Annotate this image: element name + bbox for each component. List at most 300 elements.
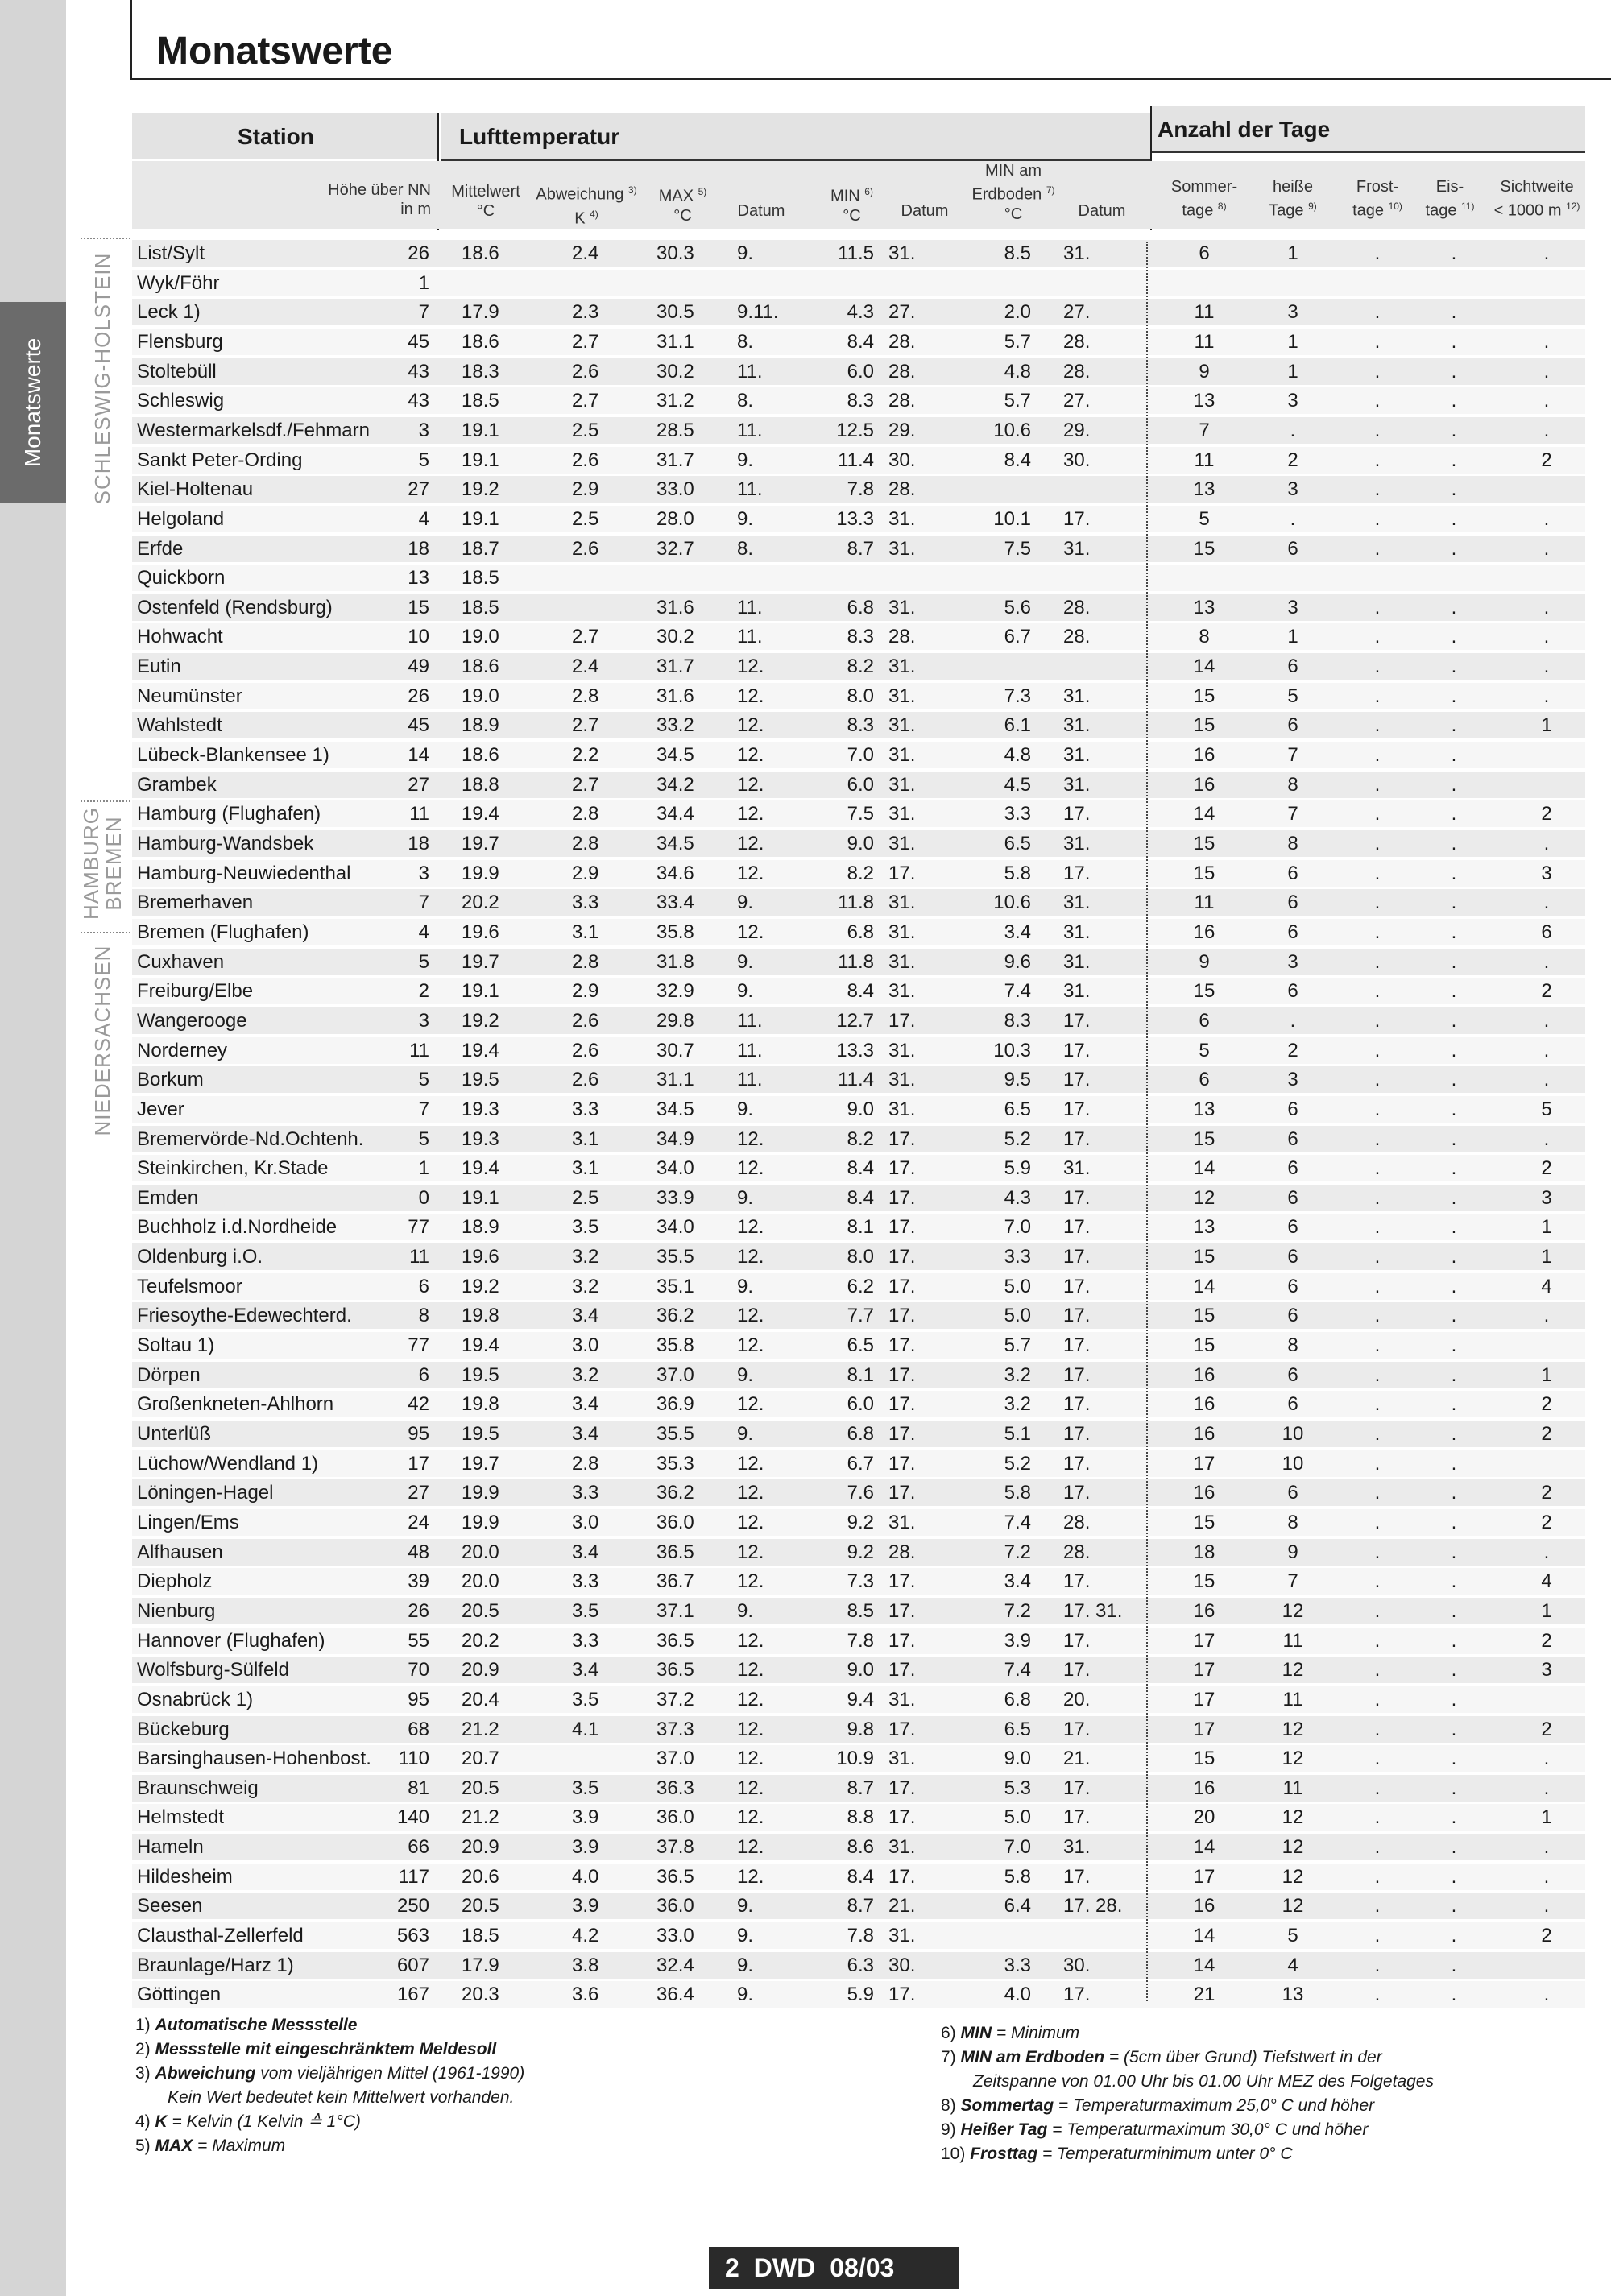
cell-eistage: .: [1451, 1186, 1457, 1209]
cell-frosttage: .: [1374, 1334, 1381, 1357]
cell-max: 30.3: [656, 242, 694, 264]
cell-min-erdboden: 5.0: [1004, 1806, 1031, 1829]
cell-mittelwert: 19.9: [462, 862, 499, 884]
cell-abweichung: 2.7: [572, 626, 599, 648]
col-header-heisse-tage: [1249, 177, 1337, 221]
cell-abweichung: [572, 565, 620, 591]
cell-mittelwert: 20.2: [462, 1629, 499, 1652]
cell-mittelwert: 21.2: [462, 1806, 499, 1829]
cell-min-erdboden: 6.5: [1004, 1098, 1031, 1120]
cell-erdboden-datum: 17.: [1063, 1570, 1091, 1593]
cell-min-erdboden: [987, 270, 1031, 296]
cell-max-datum: 12.: [737, 1836, 764, 1859]
cell-min-erdboden: 5.0: [1004, 1305, 1031, 1327]
footnote-text: = Temperaturmaximum 30,0° C und höher: [1047, 2120, 1369, 2139]
cell-min-datum: 17.: [888, 1570, 916, 1593]
cell-sommertage: 12: [1193, 1186, 1215, 1209]
cell-eistage: .: [1451, 980, 1457, 1003]
cell-heisse-tage: 12: [1282, 1718, 1304, 1740]
cell-hoehe: 11: [409, 803, 429, 825]
cell-sichtweite: 2: [1541, 1925, 1552, 1947]
cell-eistage: .: [1451, 714, 1457, 737]
cell-min-datum: 27.: [888, 301, 916, 324]
cell-abweichung: 2.8: [572, 1452, 599, 1475]
cell-station: Cuxhaven: [137, 950, 225, 973]
cell-min-datum: 17.: [888, 1659, 916, 1682]
cell-heisse-tage: 6: [1287, 1363, 1298, 1386]
cell-abweichung: 3.3: [572, 892, 599, 914]
cell-sommertage: 18: [1193, 1541, 1215, 1563]
cell-mittelwert: 19.1: [462, 507, 499, 530]
cell-sichtweite: .: [1543, 1865, 1550, 1888]
cell-hoehe: 26: [408, 242, 429, 264]
col-header-sichtweite: [1489, 177, 1585, 221]
cell-min: 8.2: [847, 1127, 874, 1150]
cell-min-erdboden: 10.6: [993, 419, 1031, 441]
cell-frosttage: .: [1374, 685, 1381, 707]
cell-min-datum: 28.: [888, 390, 916, 412]
col-header-heisse-line1: heiße: [1272, 178, 1314, 196]
cell-hoehe: 77: [408, 1334, 429, 1357]
cell-max: 35.1: [656, 1275, 694, 1297]
col-header-eis-line1: Eis-: [1435, 178, 1464, 196]
cell-heisse-tage: 6: [1287, 1127, 1298, 1150]
cell-mittelwert: 21.2: [462, 1718, 499, 1740]
cell-max: 34.2: [656, 773, 694, 796]
cell-sichtweite: .: [1543, 656, 1550, 678]
cell-abweichung: 3.5: [572, 1777, 599, 1799]
cell-abweichung: 4.0: [572, 1865, 599, 1888]
cell-sichtweite: .: [1543, 360, 1550, 383]
footnote-number: 3): [135, 2064, 151, 2083]
cell-max: 29.8: [656, 1009, 694, 1032]
cell-heisse-tage: 11: [1282, 1629, 1303, 1652]
cell-hoehe: 14: [408, 744, 429, 767]
cell-heisse-tage: [1269, 565, 1317, 591]
cell-station: Diepholz: [137, 1570, 213, 1593]
cell-min-datum: 17.: [888, 1393, 916, 1416]
cell-station: Braunschweig: [137, 1777, 259, 1799]
cell-min-datum: 17.: [888, 1305, 916, 1327]
cell-min: 8.5: [847, 1599, 874, 1622]
cell-max: 31.1: [656, 1069, 694, 1091]
footnote-number: 8): [941, 2096, 956, 2115]
cell-abweichung: 2.8: [572, 803, 599, 825]
cell-heisse-tage: 1: [1287, 242, 1298, 264]
cell-abweichung: 2.7: [572, 714, 599, 737]
cell-min-erdboden: 7.4: [1004, 1511, 1031, 1533]
cell-mittelwert: 17.9: [462, 1954, 499, 1976]
cell-heisse-tage: 2: [1287, 449, 1298, 471]
cell-max: 37.1: [656, 1599, 694, 1622]
cell-min: 12.5: [836, 419, 874, 441]
cell-heisse-tage: 7: [1287, 744, 1298, 767]
cell-hoehe: 45: [408, 330, 429, 353]
footnote-term: MAX: [155, 2137, 193, 2155]
cell-sommertage: 5: [1199, 507, 1210, 530]
cell-max-datum: 9.: [737, 1098, 754, 1120]
cell-frosttage: .: [1374, 1659, 1381, 1682]
cell-frosttage: .: [1374, 773, 1381, 796]
cell-heisse-tage: .: [1290, 419, 1296, 441]
cell-abweichung: 3.5: [572, 1216, 599, 1239]
cell-mittelwert: 19.4: [462, 1334, 499, 1357]
sidebar-label: Monatswerte: [20, 337, 45, 468]
cell-max-datum: 11.: [737, 360, 763, 383]
cell-max-datum: 11.: [737, 1069, 763, 1091]
cell-mittelwert: 19.0: [462, 626, 499, 648]
region-label-hamburg-bremen: [80, 807, 125, 920]
cell-frosttage: .: [1374, 833, 1381, 854]
cell-sichtweite: 2: [1541, 1393, 1552, 1416]
footnote-text: = Maximum: [193, 2137, 286, 2155]
cell-frosttage: .: [1374, 862, 1381, 884]
column-divider-dotted: [1146, 242, 1148, 2001]
footnote-number: 6): [941, 2024, 956, 2042]
cell-min: 8.4: [847, 1157, 874, 1180]
cell-erdboden-datum: 31.: [1063, 773, 1091, 796]
cell-erdboden-datum: 31.: [1063, 833, 1091, 854]
cell-max: 31.6: [656, 685, 694, 707]
cell-station: Hohwacht: [137, 626, 223, 648]
cell-max-datum: 12.: [737, 1570, 764, 1593]
cell-sommertage: 16: [1193, 1599, 1215, 1622]
cell-erdboden-datum: 17.: [1063, 1009, 1091, 1032]
cell-hoehe: 45: [408, 714, 429, 737]
cell-abweichung: 3.2: [572, 1363, 599, 1386]
cell-sommertage: 21: [1193, 1984, 1215, 2006]
cell-max: 32.4: [656, 1954, 694, 1976]
cell-erdboden-datum: 31.: [1063, 685, 1091, 707]
cell-heisse-tage: 6: [1287, 537, 1298, 560]
page-footer: [709, 2247, 959, 2289]
cell-abweichung: 2.8: [572, 833, 599, 854]
cell-min-erdboden: 3.4: [1004, 1570, 1031, 1593]
cell-abweichung: 3.4: [572, 1423, 599, 1445]
col-header-mittelwert: [445, 182, 526, 221]
cell-max: 33.0: [656, 478, 694, 501]
cell-frosttage: [1361, 565, 1394, 591]
cell-min-datum: 17.: [888, 1482, 916, 1504]
cell-max: 36.2: [656, 1305, 694, 1327]
cell-eistage: .: [1451, 1157, 1457, 1180]
cell-heisse-tage: 12: [1282, 1748, 1304, 1770]
cell-frosttage: .: [1374, 1275, 1381, 1297]
cell-station: Löningen-Hagel: [137, 1482, 274, 1504]
cell-erdboden-datum: 17.: [1063, 1393, 1091, 1416]
cell-max: 37.8: [656, 1836, 694, 1859]
cell-erdboden-datum: 17.: [1063, 1334, 1091, 1357]
cell-hoehe: 5: [418, 950, 429, 973]
cell-sichtweite: .: [1543, 833, 1550, 854]
cell-max: 33.9: [656, 1186, 694, 1209]
col-header-sommer-line2: tage: [1182, 201, 1214, 220]
cell-mittelwert: 19.5: [462, 1363, 499, 1386]
cell-sommertage: 16: [1193, 1393, 1215, 1416]
col-header-min-erdboden: [961, 161, 1066, 224]
cell-sommertage: 17: [1193, 1659, 1215, 1682]
cell-max-datum: 8.: [737, 390, 754, 412]
cell-erdboden-datum: 17.: [1063, 1777, 1091, 1799]
cell-min-erdboden: 5.2: [1004, 1127, 1031, 1150]
cell-min-datum: 17.: [888, 1865, 916, 1888]
cell-station: Freiburg/Elbe: [137, 980, 254, 1003]
cell-min-erdboden: 7.2: [1004, 1599, 1031, 1622]
cell-mittelwert: 19.7: [462, 833, 499, 854]
col-header-heisse-line2: Tage: [1269, 201, 1304, 220]
cell-heisse-tage: 1: [1287, 360, 1298, 383]
cell-sichtweite: 2: [1541, 980, 1552, 1003]
cell-sommertage: 11: [1194, 301, 1215, 324]
cell-mittelwert: 18.9: [462, 714, 499, 737]
cell-min-erdboden: 3.3: [1004, 1246, 1031, 1268]
cell-eistage: .: [1451, 1688, 1457, 1711]
cell-max-datum: 9.: [737, 1423, 754, 1445]
cell-sichtweite: .: [1543, 1777, 1550, 1799]
cell-frosttage: .: [1374, 449, 1381, 471]
cell-min-datum: 31.: [888, 596, 916, 618]
cell-sommertage: 9: [1199, 950, 1210, 973]
cell-min-erdboden: 6.5: [1004, 833, 1031, 854]
cell-erdboden-datum: 29.: [1063, 419, 1091, 441]
cell-abweichung: 3.1: [572, 1127, 599, 1150]
cell-station: Unterlüß: [137, 1423, 212, 1445]
cell-max: 35.8: [656, 920, 694, 943]
cell-eistage: .: [1451, 1363, 1457, 1386]
cell-sichtweite: [1530, 299, 1563, 325]
cell-mittelwert: [462, 270, 526, 296]
cell-hoehe: 11: [409, 1039, 429, 1061]
cell-sichtweite: .: [1543, 1305, 1550, 1327]
cell-min-erdboden: 5.8: [1004, 1482, 1031, 1504]
cell-station: Hannover (Flughafen): [137, 1629, 325, 1652]
cell-min-erdboden: 3.2: [1004, 1393, 1031, 1416]
col-header-abweichung-line2: K: [574, 209, 586, 228]
cell-min-datum: 29.: [888, 419, 916, 441]
cell-min-datum: 17.: [888, 1275, 916, 1297]
cell-eistage: .: [1451, 1659, 1457, 1682]
cell-station: Jever: [137, 1098, 184, 1120]
cell-station: Sankt Peter-Ording: [137, 449, 303, 471]
cell-frosttage: .: [1374, 1098, 1381, 1120]
cell-min-erdboden: 7.4: [1004, 1659, 1031, 1682]
cell-sichtweite: .: [1543, 507, 1550, 530]
cell-max-datum: 9.: [737, 449, 754, 471]
group-header-anzahl: Anzahl der Tage: [1158, 117, 1331, 142]
cell-hoehe: 2: [418, 980, 429, 1003]
footer-dwd: DWD: [753, 2253, 816, 2282]
cell-min: 5.9: [847, 1984, 874, 2006]
cell-sommertage: 11: [1194, 330, 1215, 353]
cell-max: 36.9: [656, 1393, 694, 1416]
cell-heisse-tage: 3: [1287, 950, 1298, 973]
cell-sommertage: 16: [1193, 1777, 1215, 1799]
cell-eistage: .: [1451, 390, 1457, 412]
cell-station: Wolfsburg-Sülfeld: [137, 1659, 289, 1682]
cell-max-datum: 9.: [737, 1984, 754, 2006]
cell-min: 7.8: [847, 1925, 874, 1947]
cell-max-datum: 12.: [737, 1629, 764, 1652]
cell-min: 8.7: [847, 1777, 874, 1799]
cell-mittelwert: 19.7: [462, 1452, 499, 1475]
cell-sichtweite: .: [1543, 892, 1550, 914]
cell-hoehe: 4: [418, 920, 429, 943]
cell-frosttage: .: [1374, 419, 1381, 441]
cell-erdboden-datum: 17. 28.: [1063, 1895, 1123, 1917]
cell-abweichung: 2.7: [572, 773, 599, 796]
cell-abweichung: 2.9: [572, 478, 599, 501]
cell-station: Hameln: [137, 1836, 204, 1859]
cell-max-datum: 9.: [737, 1186, 754, 1209]
col-header-minerd-line1: MIN am: [985, 162, 1042, 180]
cell-station: Bückeburg: [137, 1718, 230, 1740]
cell-max: 37.0: [656, 1748, 694, 1770]
cell-eistage: .: [1451, 537, 1457, 560]
cell-sommertage: [1180, 565, 1228, 591]
cell-eistage: .: [1451, 596, 1457, 618]
cell-min: 11.4: [838, 449, 874, 471]
cell-heisse-tage: 12: [1282, 1659, 1304, 1682]
footnote-term: MIN: [960, 2024, 992, 2042]
cell-eistage: .: [1451, 773, 1457, 796]
cell-erdboden-datum: 17.: [1063, 1452, 1091, 1475]
cell-mittelwert: 19.8: [462, 1305, 499, 1327]
cell-eistage: .: [1451, 1305, 1457, 1327]
cell-mittelwert: 18.9: [462, 1216, 499, 1239]
page-number: 2: [725, 2253, 739, 2282]
footnote-text: vom vieljährigen Mittel (1961-1990): [255, 2064, 525, 2083]
cell-min-erdboden: 5.2: [1004, 1452, 1031, 1475]
cell-sichtweite: .: [1543, 1748, 1550, 1770]
cell-mittelwert: 19.1: [462, 419, 499, 441]
cell-sichtweite: .: [1543, 1895, 1550, 1917]
cell-max: 34.0: [656, 1216, 694, 1239]
cell-max-datum: 12.: [737, 1806, 764, 1829]
cell-max-datum: 12.: [737, 1865, 764, 1888]
footnote: [941, 2070, 1434, 2094]
footnote-ref-6: 6): [864, 186, 873, 197]
cell-sichtweite: .: [1543, 390, 1550, 412]
cell-hoehe: 81: [408, 1777, 429, 1799]
cell-mittelwert: 19.4: [462, 1157, 499, 1180]
cell-station: Bremervörde-Nd.Ochtenh.: [137, 1127, 364, 1150]
cell-sichtweite: 3: [1541, 862, 1552, 884]
cell-station: Bremerhaven: [137, 892, 254, 914]
cell-abweichung: 3.6: [572, 1984, 599, 2006]
cell-hoehe: 18: [408, 833, 429, 854]
cell-min-erdboden: 6.8: [1004, 1688, 1031, 1711]
cell-sommertage: 17: [1193, 1718, 1215, 1740]
cell-eistage: .: [1451, 1334, 1457, 1357]
cell-max-datum: 9.: [737, 507, 754, 530]
col-header-min-line1: MIN: [830, 187, 860, 205]
cell-frosttage: .: [1374, 537, 1381, 560]
cell-sommertage: 6: [1199, 242, 1210, 264]
cell-max: 36.2: [656, 1482, 694, 1504]
cell-min-datum: 17.: [888, 1777, 916, 1799]
cell-min-erdboden: 4.3: [1004, 1186, 1031, 1209]
cell-min-erdboden: 4.0: [1004, 1984, 1031, 2006]
cell-sichtweite: 1: [1541, 1806, 1552, 1829]
cell-min: 8.3: [847, 626, 874, 648]
region-label-schleswig-holstein: SCHLESWIG-HOLSTEIN: [90, 252, 114, 505]
cell-frosttage: .: [1374, 1806, 1381, 1829]
cell-hoehe: 13: [408, 567, 429, 590]
cell-heisse-tage: 11: [1282, 1777, 1303, 1799]
cell-max: 34.4: [656, 803, 694, 825]
cell-min: 8.6: [847, 1836, 874, 1859]
cell-mittelwert: 19.5: [462, 1069, 499, 1091]
cell-max-datum: 9.: [737, 1599, 754, 1622]
cell-hoehe: 4: [418, 507, 429, 530]
cell-frosttage: .: [1374, 1363, 1381, 1386]
cell-max: 32.7: [656, 537, 694, 560]
cell-sichtweite: [1530, 565, 1563, 591]
cell-min-erdboden: 5.3: [1004, 1777, 1031, 1799]
cell-frosttage: .: [1374, 1127, 1381, 1150]
cell-station: Hamburg-Neuwiedenthal: [137, 862, 351, 884]
cell-sommertage: 15: [1193, 714, 1215, 737]
cell-hoehe: 48: [408, 1541, 429, 1563]
footnote-term: K: [155, 2112, 168, 2131]
cell-min: 9.0: [847, 1659, 874, 1682]
cell-min: 13.3: [836, 507, 874, 530]
cell-hoehe: 10: [408, 626, 429, 648]
cell-frosttage: .: [1374, 1511, 1381, 1533]
cell-erdboden-datum: 31.: [1063, 714, 1091, 737]
cell-abweichung: 3.4: [572, 1305, 599, 1327]
cell-station: Steinkirchen, Kr.Stade: [137, 1157, 329, 1180]
cell-eistage: .: [1451, 1836, 1457, 1859]
cell-hoehe: 27: [408, 1482, 429, 1504]
cell-max-datum: 12.: [737, 1482, 764, 1504]
cell-eistage: .: [1451, 242, 1457, 264]
cell-sichtweite: [1530, 476, 1563, 503]
cell-sommertage: 15: [1193, 1305, 1215, 1327]
col-header-abweichung-line1: Abweichung: [536, 185, 624, 204]
cell-sichtweite: .: [1543, 1039, 1550, 1061]
cell-hoehe: 6: [418, 1363, 429, 1386]
cell-max-datum: 9.: [737, 1275, 754, 1297]
cell-min: 6.0: [847, 1393, 874, 1416]
cell-erdboden-datum: 31.: [1063, 744, 1091, 767]
cell-mittelwert: 19.4: [462, 803, 499, 825]
cell-mittelwert: 20.3: [462, 1984, 499, 2006]
cell-max-datum: 12.: [737, 833, 764, 854]
cell-max: 31.1: [656, 330, 694, 353]
cell-heisse-tage: 5: [1287, 1925, 1298, 1947]
footnote-term: Abweichung: [155, 2064, 256, 2083]
cell-max: 36.5: [656, 1865, 694, 1888]
cell-min-datum: 17.: [888, 1157, 916, 1180]
cell-max-datum: 12.: [737, 1511, 764, 1533]
cell-sichtweite: .: [1543, 419, 1550, 441]
cell-min-erdboden: 10.1: [993, 507, 1031, 530]
cell-frosttage: .: [1374, 360, 1381, 383]
cell-sichtweite: [1530, 742, 1563, 768]
cell-max-datum: 12.: [737, 862, 764, 884]
cell-sichtweite: 3: [1541, 1186, 1552, 1209]
cell-hoehe: 27: [408, 773, 429, 796]
cell-eistage: [1438, 270, 1470, 296]
cell-min: 8.2: [847, 656, 874, 678]
cell-sichtweite: 3: [1541, 1659, 1552, 1682]
cell-max: 36.5: [656, 1629, 694, 1652]
cell-hoehe: 7: [418, 1098, 429, 1120]
cell-min-datum: 17.: [888, 1216, 916, 1239]
cell-min-erdboden: 5.7: [1004, 1334, 1031, 1357]
footnote-number: 10): [941, 2145, 966, 2163]
